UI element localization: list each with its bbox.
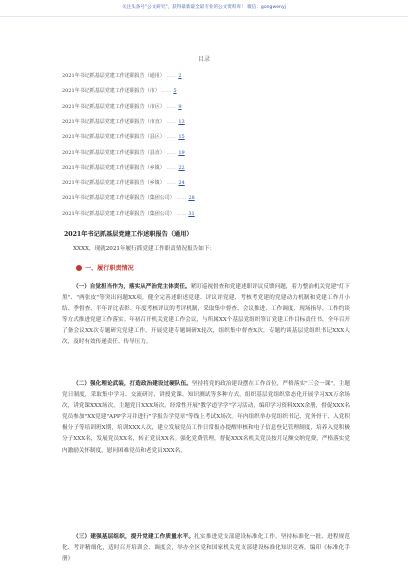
toc-leader-dots: …… <box>164 134 177 141</box>
toc-entry-label: 2021年书记抓基层党建工作述职报告（乡镇） <box>62 164 165 171</box>
paragraph-body: 紧盯巡视督查和党建述职评议反馈问题，着力整治机关党建"灯下黑"、"两张皮"等突出问题XX项，健全完善述职述党建、评议评党建、考核考党建的党建动力机制和党建工作月小结、季督查、半年评比表彰、年度考核评议的考评机制，采取集中督查、会议推进、工作调度、现场指导、工作约谈等方式推进党建工作落实。年初召开机关党建工作会议，与所属XX个基层党组织签订党建工作目标责任书，全年召开了备会议XX次专题研究党建工作，开展党建专题调研X轮次，组织集中督查X次，专题约谈基层党组织书记XXX人次，及时有效传递责任、传导压力。 <box>62 284 350 346</box>
paragraph-lead: （三）建强基层组织，提升党建工作质量水平。 <box>73 534 195 540</box>
toc-entry-label: 2021年书记抓基层党建工作述职报告（市直） <box>62 118 165 125</box>
paragraph-organization <box>62 532 350 565</box>
toc-entry[interactable] <box>62 103 182 110</box>
toc-entry-label: 2021年书记抓基层党建工作述职报告（集团公司） <box>62 195 175 202</box>
toc-entry-page-link[interactable]: 24 <box>178 180 185 187</box>
toc-entry-label: 2021年书记抓基层党建工作述职报告（县直） <box>62 149 165 156</box>
toc-entry[interactable] <box>62 133 185 140</box>
toc-entry-page-link[interactable]: 2 <box>178 73 182 79</box>
paragraph-lead: （二）强化理论武装，打造政治建设过硬队伍。 <box>73 381 192 387</box>
toc-leader-dots: …… <box>174 210 187 217</box>
toc-leader-dots: …… <box>164 103 177 110</box>
toc-leader-dots: …… <box>164 149 177 156</box>
toc-entry[interactable] <box>62 118 185 125</box>
toc-entry-label: 2021年书记抓基层党建工作述职报告（集团公司） <box>62 210 175 217</box>
toc-entry-label: 2021年书记抓基层党建工作述职报告（市区） <box>62 103 165 110</box>
paragraph-responsibility <box>62 282 350 349</box>
toc-title: 目录 <box>197 56 210 63</box>
paragraph-theory <box>62 379 350 457</box>
toc-entry-page-link[interactable]: 9 <box>178 103 182 110</box>
toc-entry-label: 2021年书记抓基层党建工作述职报告（乡镇） <box>62 180 165 187</box>
toc-entry-page-link[interactable]: 5 <box>173 88 177 95</box>
toc-entry-page-link[interactable]: 22 <box>178 164 185 171</box>
toc-entry[interactable] <box>62 72 182 79</box>
section-bullet-icon <box>76 265 82 271</box>
toc-entry-label: 2021年书记抓基层党建工作述职报告（通用） <box>62 73 165 79</box>
header-banner: 关注头条号"公文研究"，获得最新最全最专业的公文资料库！ 微信：gongwenyj <box>0 0 408 17</box>
paragraph-body: 扎实推进党支部建设标准化工作，坚持标准化一批、进程规范化、考评精细化，适时召开培训会、调度会，举办全区党和国家机关党支部建设标准化知识竞赛，编印《标准化手册》 <box>62 534 350 563</box>
toc-entry-page-link[interactable]: 31 <box>188 210 195 217</box>
toc-entry[interactable] <box>62 87 177 94</box>
toc-entry[interactable] <box>62 194 195 201</box>
toc-entry[interactable] <box>62 210 195 217</box>
report-intro: XXXX，现就2021年履行抓党建工作职责情况报告如下： <box>73 246 216 252</box>
section-heading-text: 一、履行职责情况 <box>85 265 134 272</box>
toc-entry[interactable] <box>62 149 185 156</box>
toc-leader-dots: …… <box>159 88 172 95</box>
section-heading-duties <box>76 263 134 272</box>
report-title: 2021年书记抓基层党建工作述职报告（通用） <box>64 231 193 238</box>
paragraph-body: 坚持将党的政治建设摆在工作首位，严格落实"三会一课"，主题党日制度，采取集中学习、交流研讨、讲授党课、知识测试等多种方式，组织基层党组织常态化开展学习XX万余场次，讲党课XXX场次，主题党日XXX场次。经常性开展"教学道学学"学习活动，编印学习资料XXX余册，督促XXX名党员参加"XX党建"APP学习并进行"学报告学党章"等线上考试X场次。年内组织举办党组织书记、党务骨干、入党积极分子等培训班X期，培训XXX人次，建立发展党员工作日常报办提醒审核和电子信息登记管理制度，培养入党积极分子XXX名，发展党员XX名，转正党员XX名。强化党费管理，督促XXX名机关党员按月足额交纳党费，严格落实党内激励关怀制度，慰问困难党员和老党员XXX名。 <box>62 381 350 454</box>
toc-leader-dots: …… <box>174 195 187 202</box>
toc-entry[interactable] <box>62 179 185 186</box>
toc-entry-page-link[interactable]: 13 <box>178 118 185 125</box>
paragraph-lead: （一）自觉担当作为，落实从严治党主体责任。 <box>73 284 191 290</box>
toc-entry-page-link[interactable]: 19 <box>178 149 185 156</box>
toc-entry-label: 2021年书记抓基层党建工作述职报告（县区） <box>62 134 165 141</box>
toc-entry-label: 2021年书记抓基层党建工作述职报告（市） <box>62 88 160 95</box>
toc-leader-dots: …… <box>164 180 177 187</box>
toc-leader-dots: …… <box>164 118 177 125</box>
toc-entry[interactable] <box>62 164 185 171</box>
toc-entry-page-link[interactable]: 15 <box>178 134 185 141</box>
toc-leader-dots: …… <box>164 164 177 171</box>
toc-leader-dots: …… <box>164 73 177 79</box>
toc-entry-page-link[interactable]: 28 <box>188 195 195 202</box>
